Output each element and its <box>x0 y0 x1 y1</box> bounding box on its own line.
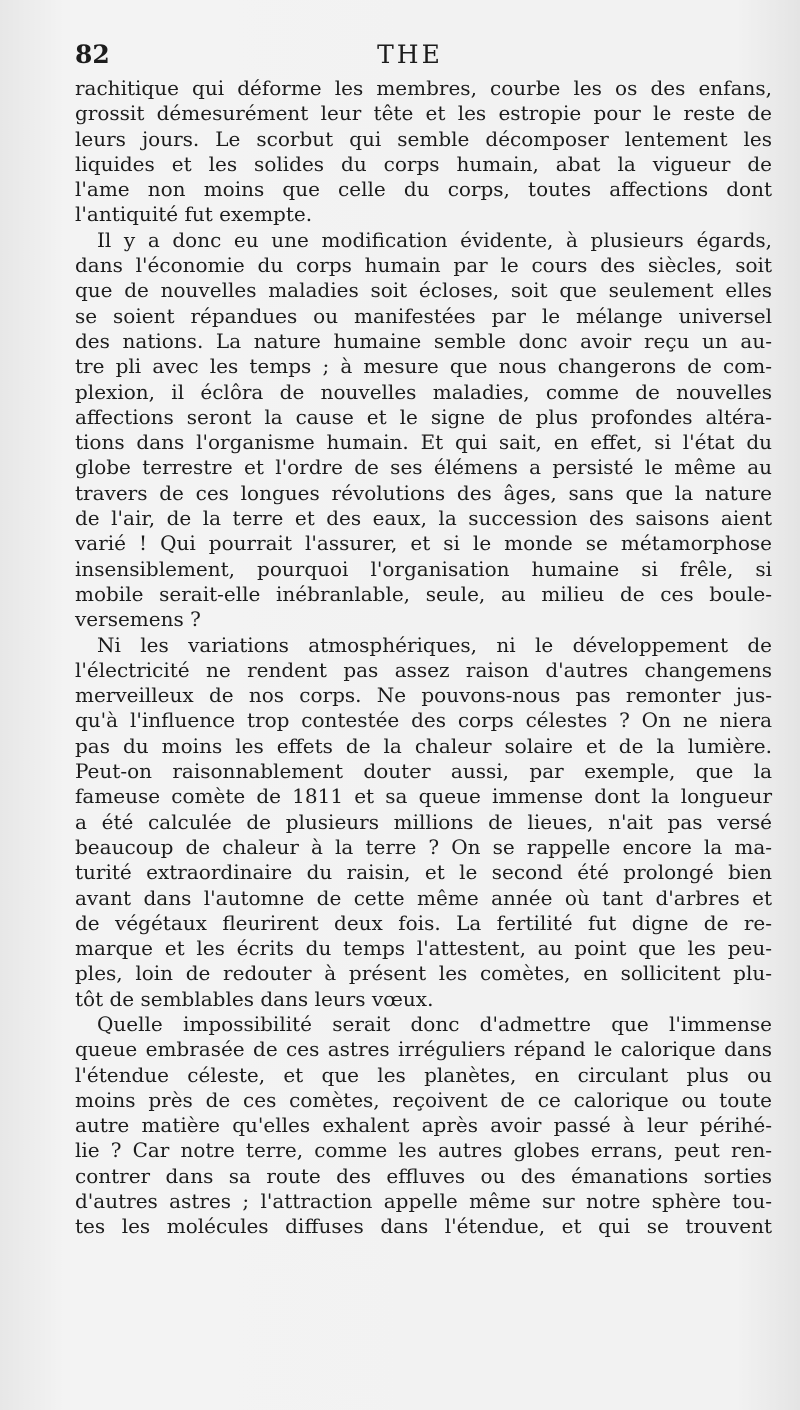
page-number: 82 <box>75 40 110 69</box>
running-title: THE <box>377 40 443 69</box>
text-line: versemens ? <box>75 607 201 632</box>
text-line: que de nouvelles maladies soit écloses, soit que seulement elles <box>75 278 772 303</box>
text-line: insensiblement, pourquoi l'organisation humaine si frêle, si <box>75 556 772 581</box>
text-line: l'électricité ne rendent pas assez raison d'autres changemens <box>75 657 772 682</box>
page-header <box>75 38 775 72</box>
paragraph-start-line: Ni les variations atmosphériques, ni le développement de <box>97 632 772 657</box>
text-line: tions dans l'organisme humain. Et qui sait, en effet, si l'état du <box>75 430 772 455</box>
text-line: tôt de semblables dans leurs vœux. <box>75 986 434 1011</box>
text-line: des nations. La nature humaine semble donc avoir reçu un au- <box>75 328 772 353</box>
text-line: qu'à l'influence trop contestée des corps célestes ? On ne niera <box>75 708 772 733</box>
text-line: merveilleux de nos corps. Ne pouvons-nous pas remonter jus- <box>75 683 772 708</box>
text-line: tre pli avec les temps ; à mesure que nous changerons de com- <box>75 354 772 379</box>
text-line: queue embrasée de ces astres irréguliers répand le calorique dans <box>75 1037 772 1062</box>
text-line: turité extraordinaire du raisin, et le second été prolongé bien <box>75 860 772 885</box>
text-line: mobile serait-elle inébranlable, seule, au milieu de ces boule- <box>75 581 772 606</box>
text-line: marque et les écrits du temps l'attestent, au point que les peu- <box>75 936 772 961</box>
text-line: contrer dans sa route des effluves ou des émanations sorties <box>75 1163 772 1188</box>
text-line: l'ame non moins que celle du corps, toutes affections dont <box>75 177 772 202</box>
text-line: beaucoup de chaleur à la terre ? On se rappelle encore la ma- <box>75 834 772 859</box>
text-line: lie ? Car notre terre, comme les autres globes errans, peut ren- <box>75 1138 772 1163</box>
text-line: moins près de ces comètes, reçoivent de ce calorique ou toute <box>75 1087 772 1112</box>
text-line: travers de ces longues révolutions des âges, sans que la nature <box>75 480 772 505</box>
text-line: rachitique qui déforme les membres, courbe les os des enfans, <box>75 76 772 100</box>
text-line: d'autres astres ; l'attraction appelle même sur notre sphère tou- <box>75 1189 772 1214</box>
text-line: liquides et les solides du corps humain, abat la vigueur de <box>75 151 772 176</box>
text-line: a été calculée de plusieurs millions de lieues, n'ait pas versé <box>75 809 772 834</box>
text-line: varié ! Qui pourrait l'assurer, et si le monde se métamorphose <box>75 531 772 556</box>
text-line: Peut-on raisonnablement douter aussi, par exemple, que la <box>75 759 772 784</box>
body-text <box>75 76 772 1240</box>
text-line: tes les molécules diffuses dans l'étendue, et qui se trouvent <box>75 1214 772 1239</box>
text-line: de végétaux fleurirent deux fois. La fertilité fut digne de re- <box>75 910 772 935</box>
text-line: globe terrestre et l'ordre de ses élémens a persisté le même au <box>75 455 772 480</box>
text-line: fameuse comète de 1811 et sa queue immense dont la longueur <box>75 784 772 809</box>
text-line: de l'air, de la terre et des eaux, la succession des saisons aient <box>75 506 772 531</box>
text-line: l'étendue céleste, et que les planètes, en circulant plus ou <box>75 1062 772 1087</box>
text-line: leurs jours. Le scorbut qui semble décomposer lentement les <box>75 126 772 151</box>
text-line: l'antiquité fut exempte. <box>75 202 313 227</box>
text-line: dans l'économie du corps humain par le cours des siècles, soit <box>75 253 772 278</box>
text-line: avant dans l'automne de cette même année où tant d'arbres et <box>75 885 772 910</box>
text-line: autre matière qu'elles exhalent après avoir passé à leur périhé- <box>75 1113 772 1138</box>
text-line: pas du moins les effets de la chaleur solaire et de la lumière. <box>75 733 772 758</box>
paragraph-start-line: Il y a donc eu une modification évidente, à plusieurs égards, <box>97 227 772 252</box>
text-line: se soient répandues ou manifestées par le mélange universel <box>75 303 772 328</box>
text-line: ples, loin de redouter à présent les comètes, en sollicitent plu- <box>75 961 772 986</box>
text-line: affections seront la cause et le signe de plus profondes altéra- <box>75 404 772 429</box>
text-line: grossit démesurément leur tête et les estropie pour le reste de <box>75 101 772 126</box>
text-line: plexion, il éclôra de nouvelles maladies, comme de nouvelles <box>75 379 772 404</box>
paragraph-start-line: Quelle impossibilité serait donc d'admettre que l'immense <box>97 1011 772 1036</box>
